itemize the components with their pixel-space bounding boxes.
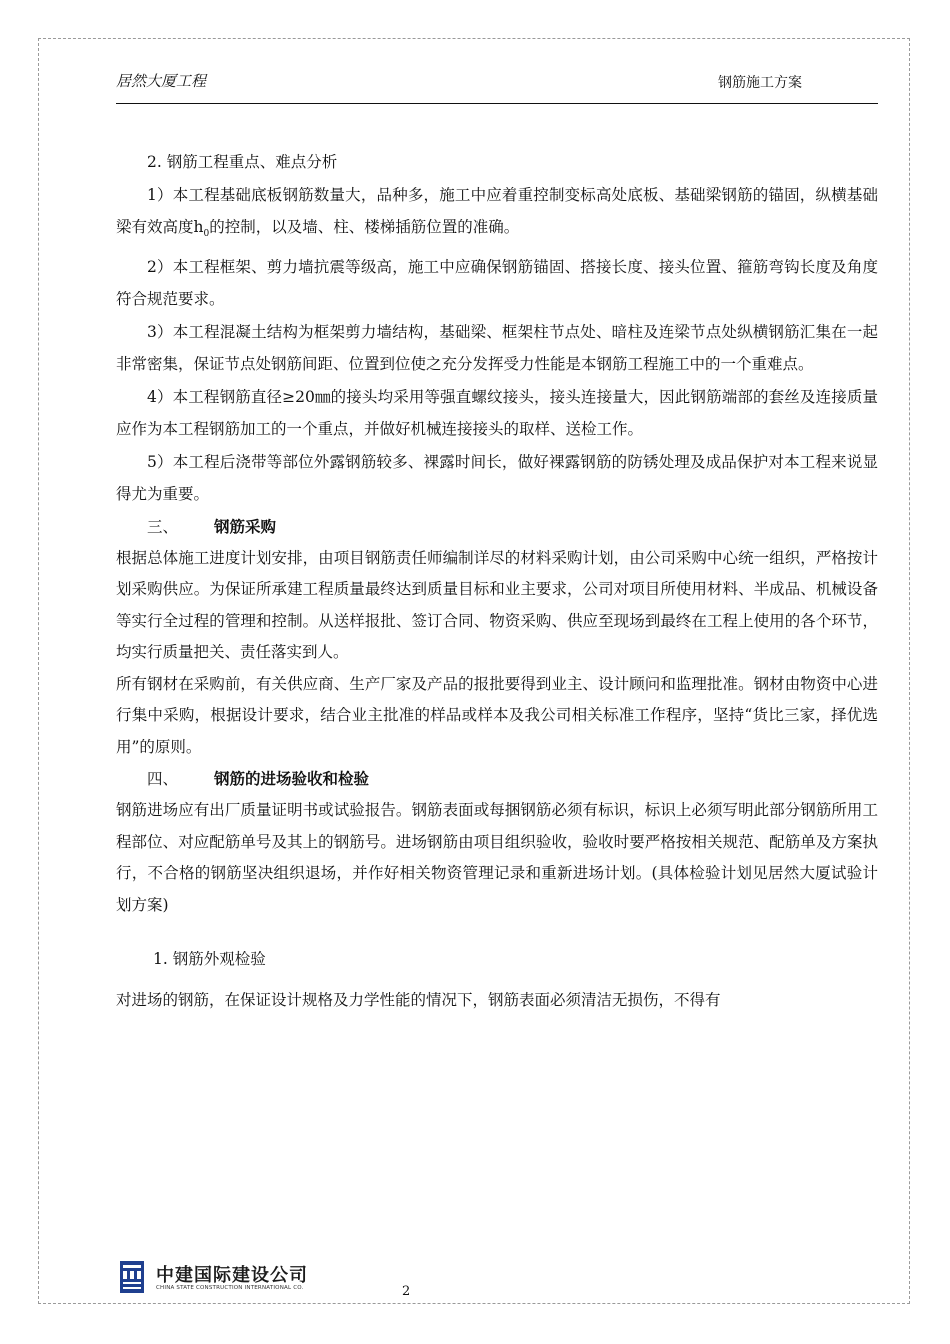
section-4-heading: [116, 763, 878, 795]
section-4-title: 钢筋的进场验收和检验: [214, 769, 370, 789]
header-project-name: 居然大厦工程: [116, 72, 207, 90]
section-2-item-4: 4）本工程钢筋直径≥20㎜的接头均采用等强直螺纹接头，接头连接量大，因此钢筋端部的套丝及连接质量应作为本工程钢筋加工的一个重点，并做好机械连接接头的取样、送检工作。: [116, 387, 878, 439]
section-4-subparagraph: 对进场的钢筋，在保证设计规格及力学性能的情况下，钢筋表面必须清洁无损伤，不得有: [116, 991, 721, 1010]
section-3-number: 三、: [147, 517, 179, 536]
section-2-item-3: 3）本工程混凝土结构为框架剪力墙结构，基础梁、框架柱节点处、暗柱及连梁节点处纵横钢筋汇集在一起非常密集，保证节点处钢筋间距、位置到位使之充分发挥受力性能是本钢筋工程施工中的一个重难点。: [116, 322, 878, 374]
section-3-paragraph-1: 根据总体施工进度计划安排，由项目钢筋责任师编制详尽的材料采购计划，由公司采购中心统一组织，严格按计划采购供应。为保证所承建工程质量最终达到质量目标和业主要求，公司对项目所使用材料、半成品、机械设备等实行全过程的管理和控制。从送样报批、签订合同、物资采购、供应至现场到最终在工程上使用的各个环节，均实行质量把关、责任落实到人。: [116, 548, 878, 662]
section-3-paragraph-2: 所有钢材在采购前，有关供应商、生产厂家及产品的报批要得到业主、设计顾问和监理批准。钢材由物资中心进行集中采购，根据设计要求，结合业主批准的样品或样本及我公司相关标准工作程序，坚持“货比三家，择优选用”的原则。: [116, 674, 878, 756]
spacer: [116, 921, 878, 943]
company-logo: [120, 1261, 320, 1293]
header-document-title: 钢筋施工方案: [718, 75, 802, 91]
section-4-paragraph-1: 钢筋进场应有出厂质量证明书或试验报告。钢筋表面或每捆钢筋必须有标识，标识上必须写明此部分钢筋所用工程部位、对应配筋单号及其上的钢筋号。进场钢筋由项目组织验收，验收时要严格按相关规范、配筋单及方案执行，不合格的钢筋坚决组织退场，并作好相关物资管理记录和重新进场计划。(具体检验计划见居然大厦试验计划方案): [116, 801, 878, 914]
header-divider: [116, 103, 878, 104]
section-2-heading: 2. 钢筋工程重点、难点分析: [147, 153, 338, 171]
section-3-title: 钢筋采购: [214, 516, 277, 536]
document-body: [116, 146, 878, 1017]
spacer: [116, 976, 878, 984]
section-2-item-5: 5）本工程后浇带等部位外露钢筋较多、裸露时间长，做好裸露钢筋的防锈处理及成品保护对本工程来说显得尤为重要。: [116, 452, 878, 504]
page-number: 2: [402, 1284, 411, 1299]
section-4-subheading: 1. 钢筋外观检验: [153, 950, 266, 969]
section-2-item-2: 2）本工程框架、剪力墙抗震等级高，施工中应确保钢筋锚固、搭接长度、接头位置、箍筋弯钩长度及角度符合规范要求。: [116, 257, 878, 309]
section-2-item-1: 1）本工程基础底板钢筋数量大，品种多，施工中应着重控制变标高处底板、基础梁钢筋的锚固，纵横基础梁有效高度$h_0$的控制，以及墙、柱、楼梯插筋位置的准确。: [116, 185, 878, 240]
cscec-logo-icon: [120, 1261, 144, 1293]
section-4-number: 四、: [147, 770, 179, 789]
company-name-cn: 中建国际建设公司: [156, 1265, 308, 1286]
company-name-en: CHINA STATE CONSTRUCTION INTERNATIONAL CO.: [156, 1285, 304, 1291]
section-3-heading: [116, 511, 878, 543]
